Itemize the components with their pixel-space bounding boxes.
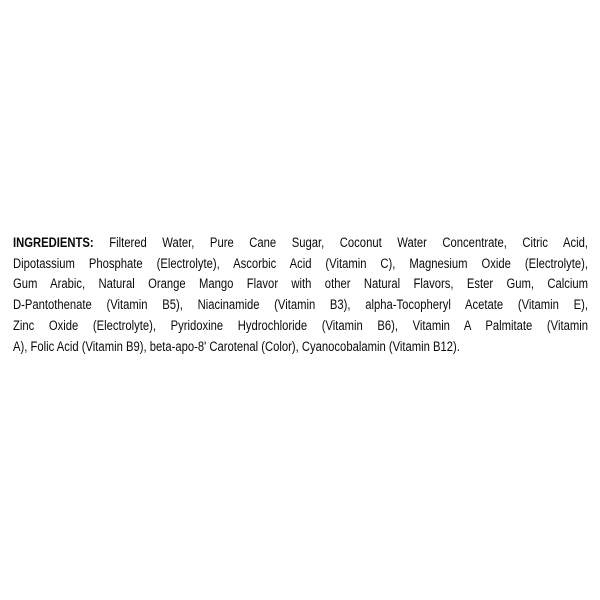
- ingredients-line-1-text: Filtered Water, Pure Cane Sugar, Coconut Water Concentrate, Citric Acid,: [109, 235, 588, 250]
- ingredients-line-3: Gum Arabic, Natural Orange Mango Flavor with other Natural Flavors, Ester Gum, Calcium: [13, 276, 588, 292]
- ingredients-paragraph: [13, 233, 588, 357]
- ingredients-line-5: Zinc Oxide (Electrolyte), Pyridoxine Hydrochloride (Vitamin B6), Vitamin A Palmitate (Vitamin: [13, 317, 588, 333]
- ingredients-line-6: A), Folic Acid (Vitamin B9), beta-apo-8' Carotenal (Color), Cyanocobalamin (Vitamin B12).: [13, 338, 460, 354]
- ingredients-line-1: [13, 233, 588, 254]
- ingredients-line-2: Dipotassium Phosphate (Electrolyte), Ascorbic Acid (Vitamin C), Magnesium Oxide (Electrolyte),: [13, 255, 588, 271]
- ingredients-heading: INGREDIENTS:: [13, 235, 94, 250]
- ingredients-line-4: D-Pantothenate (Vitamin B5), Niacinamide (Vitamin B3), alpha-Tocopheryl Acetate (Vitamin E),: [13, 297, 588, 313]
